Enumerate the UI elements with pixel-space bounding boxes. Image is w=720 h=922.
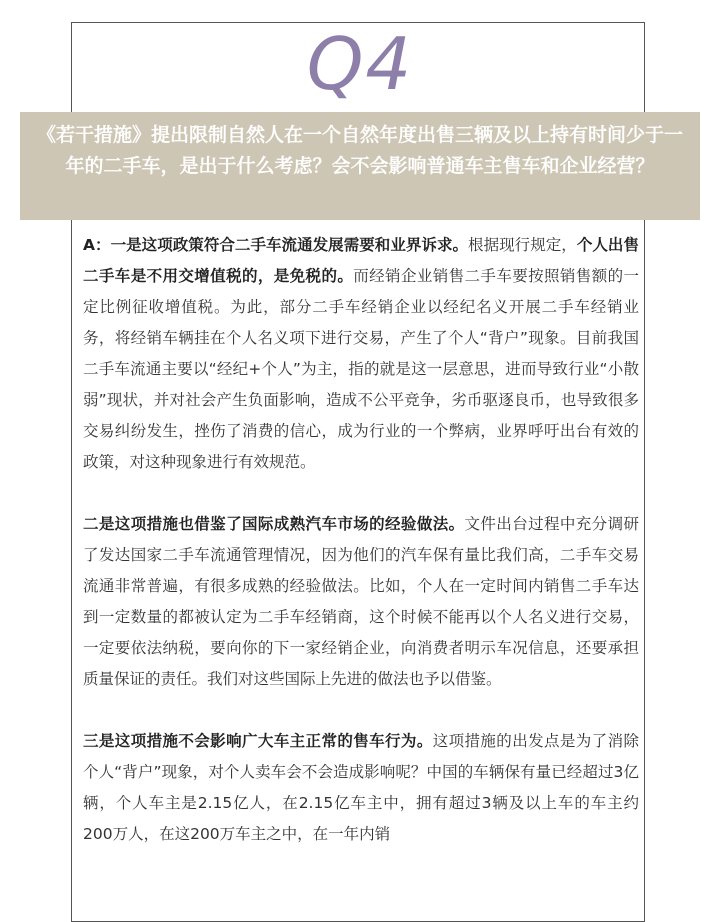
answer-body bbox=[83, 230, 639, 881]
question-number: Q4 bbox=[306, 22, 414, 106]
answer-1-bold-note: 个人出售二手车是不用交增值税的，是免税的。 bbox=[83, 236, 639, 285]
answer-paragraph-3 bbox=[83, 726, 639, 850]
question-text: 《若干措施》提出限制自然人在一个自然年度出售三辆及以上持有时间少于一年的二手车，是出于什么考虑？会不会影响普通车主售车和企业经营？ bbox=[36, 124, 683, 177]
answer-1-text-b: 而经销企业销售二手车要按照销售额的一定比例征收增值税。为此，部分二手车经销企业以经纪名义开展二手车经销业务，将经销车辆挂在个人名义项下进行交易，产生了个人“背户”现象。目前我国二手车流通主要以“经纪+个人”为主，指的就是这一层意思，进而导致行业“小散弱”现状，并对社会产生负面影响，造成不公平竞争，劣币驱逐良币，也导致很多交易纠纷发生，挫伤了消费的信心，成为行业的一个弊病，业界呼吁出台有效的政策，对这种现象进行有效规范。 bbox=[83, 267, 639, 471]
question-banner bbox=[20, 112, 700, 220]
answer-3-text: 这项措施的出发点是为了消除个人“背户”现象，对个人卖车会不会造成影响呢？中国的车辆保有量已经超过3亿辆，个人车主是2.15亿人，在2.15亿车主中，拥有超过3辆及以上车的车主约200万人，在这200万车主之中，在一年内销 bbox=[83, 732, 639, 843]
answer-2-lead: 二是这项措施也借鉴了国际成熟汽车市场的经验做法。 bbox=[83, 515, 465, 533]
answer-2-text: 文件出台过程中充分调研了发达国家二手车流通管理情况，因为他们的汽车保有量比我们高，二手车交易流通非常普遍，有很多成熟的经验做法。比如，个人在一定时间内销售二手车达到一定数量的都被认定为二手车经销商，这个时候不能再以个人名义进行交易，一定要依法纳税，要向你的下一家经销企业，向消费者明示车况信息，还要承担质量保证的责任。我们对这些国际上先进的做法也予以借鉴。 bbox=[83, 515, 639, 688]
answer-paragraph-2 bbox=[83, 509, 639, 695]
answer-3-lead: 三是这项措施不会影响广大车主正常的售车行为。 bbox=[83, 732, 433, 750]
answer-1-text-a: 根据现行规定， bbox=[468, 236, 577, 254]
answer-1-lead: A：一是这项政策符合二手车流通发展需要和业界诉求。 bbox=[83, 236, 469, 254]
answer-paragraph-1 bbox=[83, 230, 639, 478]
